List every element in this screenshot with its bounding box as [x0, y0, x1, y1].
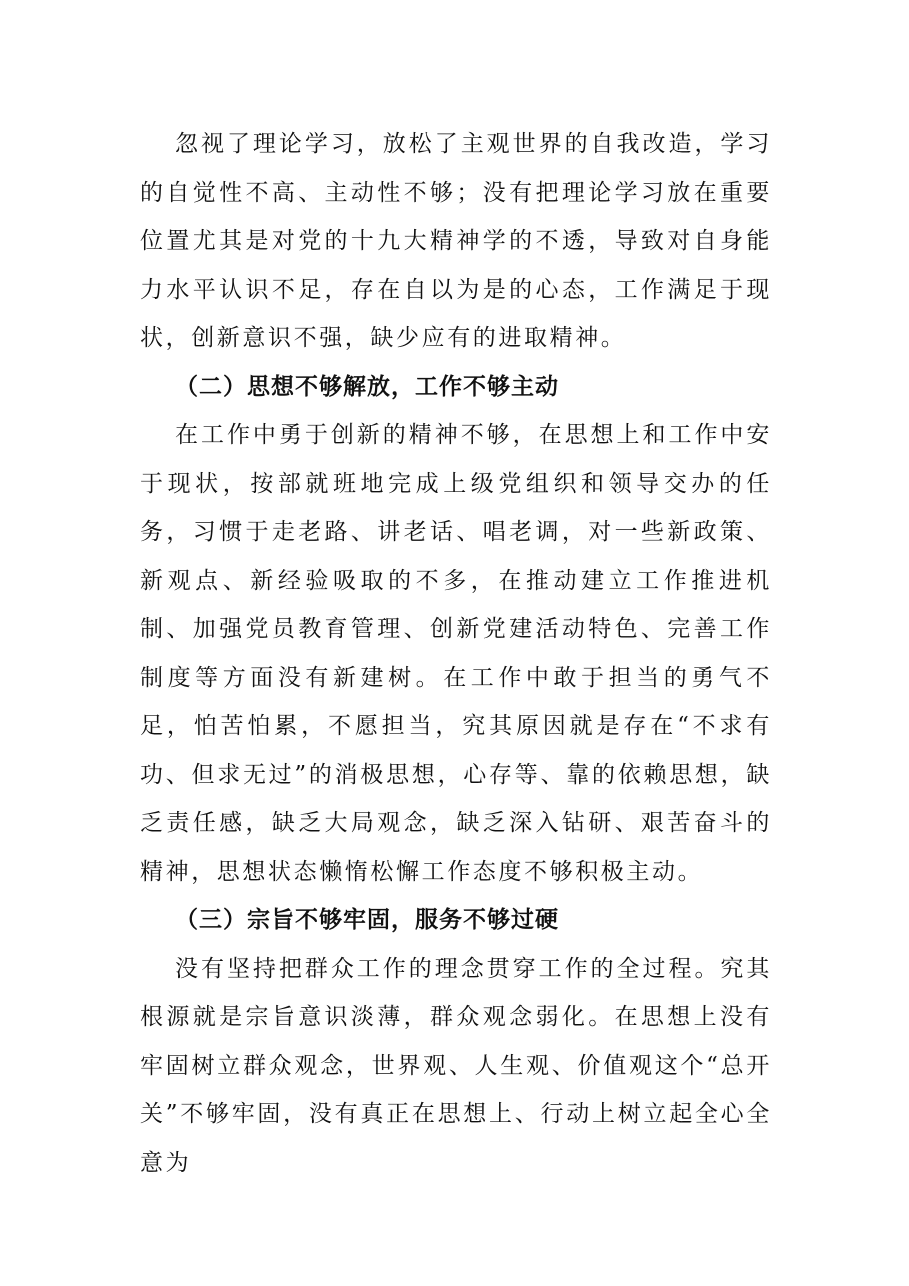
paragraph-mass-work: 没有坚持把群众工作的理念贯穿工作的全过程。究其根源就是宗旨意识淡薄，群众观念弱化。在思想上没有牢固树立群众观念，世界观、人生观、价值观这个“总开关”不够牢固，没有真正在思想上、行动上树立起全心全意为 — [140, 955, 772, 1176]
paragraph-innovation: 在工作中勇于创新的精神不够，在思想上和工作中安于现状，按部就班地完成上级党组织和领导交办的任务，习惯于走老路、讲老话、唱老调，对一些新政策、新观点、新经验吸取的不多，在推动建立工作推进机制、加强党员教育管理、创新党建活动特色、完善工作制度等方面没有新建树。在工作中敢于担当的勇气不足，怕苦怕累，不愿担当，究其原因就是存在“不求有功、但求无过”的消极思想，心存等、靠的依赖思想，缺乏责任感，缺乏大局观念，缺乏深入钻研、艰苦奋斗的精神，思想状态懒惰松懈工作态度不够积极主动。 — [140, 422, 772, 885]
section-heading-3: （三）宗旨不够牢固，服务不够过硬 — [175, 907, 559, 933]
document-body — [140, 120, 772, 1187]
paragraph-theory-study: 忽视了理论学习，放松了主观世界的自我改造，学习的自觉性不高、主动性不够；没有把理论学习放在重要位置尤其是对党的十九大精神学的不透，导致对自身能力水平认识不足，存在自以为是的心态，工作满足于现状，创新意识不强，缺少应有的进取精神。 — [140, 131, 772, 351]
section-heading-2: （二）思想不够解放，工作不够主动 — [175, 373, 559, 400]
